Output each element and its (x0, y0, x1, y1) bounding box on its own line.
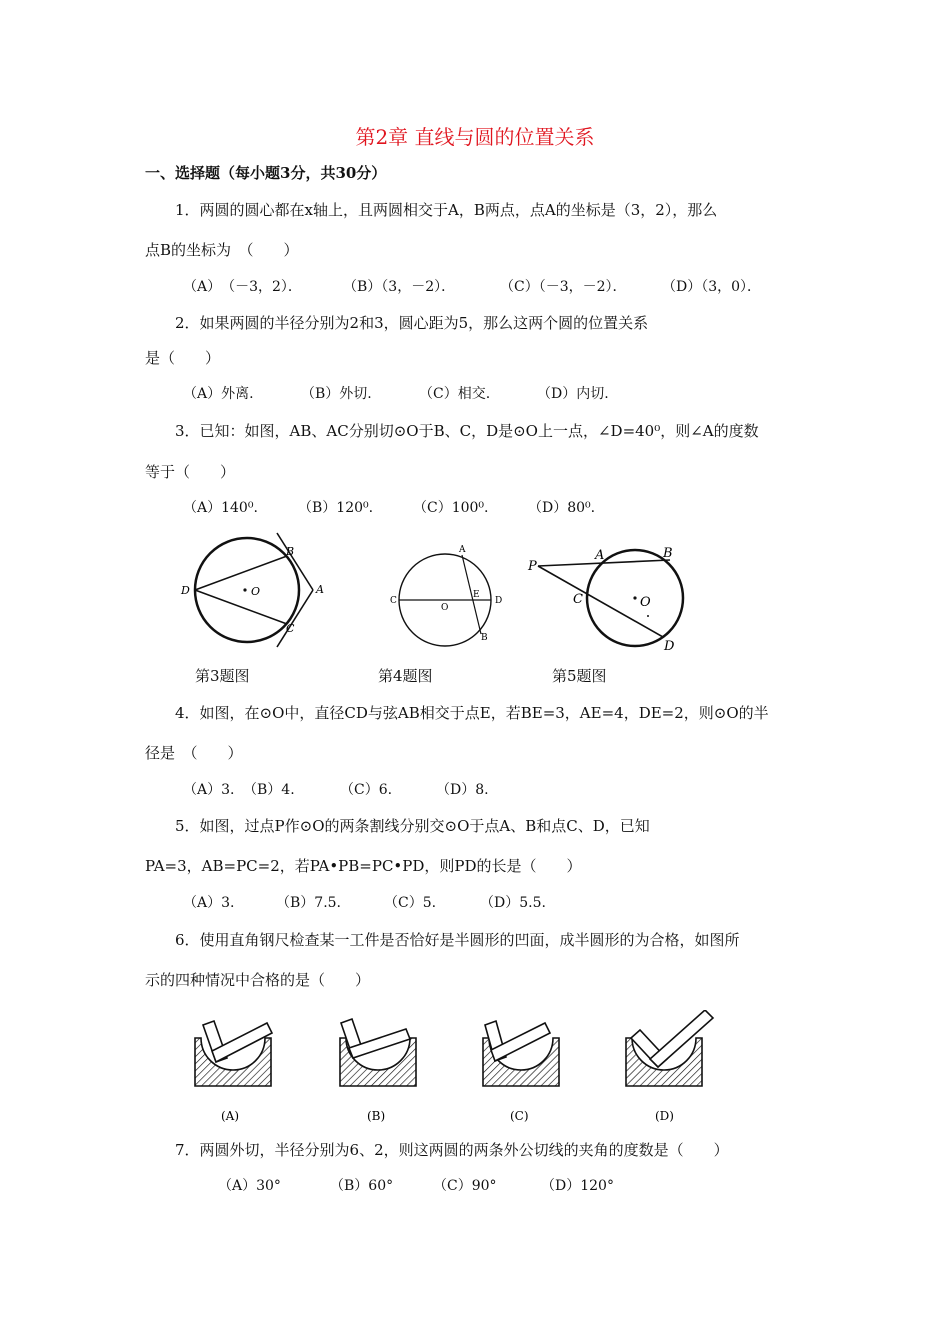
workpiece-b (340, 1019, 416, 1086)
question-2-text-cont: 是（ ） (145, 349, 221, 367)
option-b: （B）120⁰. (298, 500, 374, 516)
figure-label-c: (C) (510, 1109, 529, 1123)
option-b: （B）外切. (301, 386, 372, 402)
figure-5-caption: 第5题图 (552, 667, 607, 685)
label-o: O (441, 603, 449, 613)
label-a: A (459, 545, 466, 555)
figure-label-a: (A) (221, 1109, 240, 1123)
question-1-options (183, 277, 761, 297)
question-3-options (183, 498, 595, 518)
figure-3-caption: 第3题图 (195, 667, 250, 685)
option-a: （A）140⁰. (183, 500, 258, 516)
option-a: （A）3. (183, 895, 235, 911)
workpiece-d (626, 1010, 713, 1086)
question-5-text: 5．如图，过点P作⊙O的两条割线分别交⊙O于点A、B和点C、D，已知 (175, 817, 650, 835)
figure-label-b: (B) (367, 1109, 386, 1123)
label-e: E (473, 590, 480, 600)
question-7-text: 7．两圆外切，半径分别为6、2，则这两圆的两条外公切线的夹角的度数是（ ） (175, 1141, 729, 1159)
label-c: C (390, 596, 397, 606)
question-4-options (183, 780, 489, 800)
figure-4 (385, 538, 520, 648)
figure-label-d: (D) (655, 1109, 674, 1123)
label-o: O (251, 585, 261, 598)
label-a: A (316, 583, 324, 596)
figure-3 (175, 528, 335, 658)
question-2-options (183, 384, 609, 404)
option-d: （D）5.5. (480, 895, 546, 911)
question-4-text-cont: 径是 （ ） (145, 744, 243, 762)
question-4-text: 4．如图，在⊙O中，直径CD与弦AB相交于点E，若BE=3，AE=4，DE=2，则⊙O的半 (175, 704, 769, 722)
section-heading: 一、选择题（每小题3分，共30分） (145, 164, 387, 182)
label-p: P (528, 559, 537, 574)
option-c: （C）100⁰. (413, 500, 489, 516)
workpiece-c (483, 1021, 559, 1086)
question-5-text-cont: PA=3，AB=PC=2，若PA•PB=PC•PD，则PD的长是（ ） (145, 857, 582, 875)
option-c: （C）90° (433, 1178, 497, 1194)
figure-6 (185, 1010, 725, 1125)
question-3-text-cont: 等于（ ） (145, 463, 236, 481)
option-c: （C）相交. (419, 386, 491, 402)
label-a: A (595, 548, 605, 563)
label-d: D (495, 596, 503, 606)
option-d: （D）120° (541, 1178, 614, 1194)
label-c: C (286, 622, 295, 635)
option-c: （C）（－3，－2）． (500, 279, 627, 295)
option-a: （A）外离. (183, 386, 254, 402)
question-7-options (218, 1176, 614, 1196)
label-b: B (286, 545, 295, 558)
option-b: （B）（3，－2）． (343, 279, 456, 295)
option-b: （B）4. (243, 782, 295, 798)
figure-4-caption: 第4题图 (378, 667, 433, 685)
label-d: D (181, 584, 190, 597)
question-3-text: 3．已知：如图，AB、AC分别切⊙O于B、C，D是⊙O上一点，∠D=40⁰，则∠A的度数 (175, 422, 759, 440)
label-b: B (481, 633, 488, 643)
option-d: （D）8. (436, 782, 489, 798)
label-b: B (663, 546, 673, 561)
option-d: （D）80⁰. (528, 500, 596, 516)
option-c: （C）5. (384, 895, 437, 911)
question-6-text: 6．使用直角钢尺检查某一工件是否恰好是半圆形的凹面，成半圆形的为合格，如图所 (175, 931, 740, 949)
label-o: O (640, 595, 651, 610)
question-1-text-cont: 点B的坐标为 （ ） (145, 241, 299, 259)
label-d: D (664, 639, 675, 654)
question-2-text: 2．如果两圆的半径分别为2和3，圆心距为5，那么这两个圆的位置关系 (175, 314, 649, 332)
option-c: （C）6. (340, 782, 393, 798)
option-d: （D）（3，0）． (662, 279, 762, 295)
option-b: （B）60° (330, 1178, 394, 1194)
workpiece-a (195, 1021, 272, 1086)
question-5-options (183, 893, 546, 913)
option-a: （A）3. (183, 782, 235, 798)
option-a: （A）30° (218, 1178, 281, 1194)
figure-5 (525, 540, 695, 655)
question-6-text-cont: 示的四种情况中合格的是（ ） (145, 971, 371, 989)
label-c: C (573, 592, 583, 607)
page-title: 第2章 直线与圆的位置关系 (355, 125, 595, 149)
question-1-text: 1．两圆的圆心都在x轴上，且两圆相交于A，B两点，点A的坐标是（3，2），那么 (175, 201, 718, 219)
option-b: （B）7.5. (276, 895, 342, 911)
option-a: （A） （－3，2）． (183, 279, 302, 295)
option-d: （D）内切. (537, 386, 609, 402)
